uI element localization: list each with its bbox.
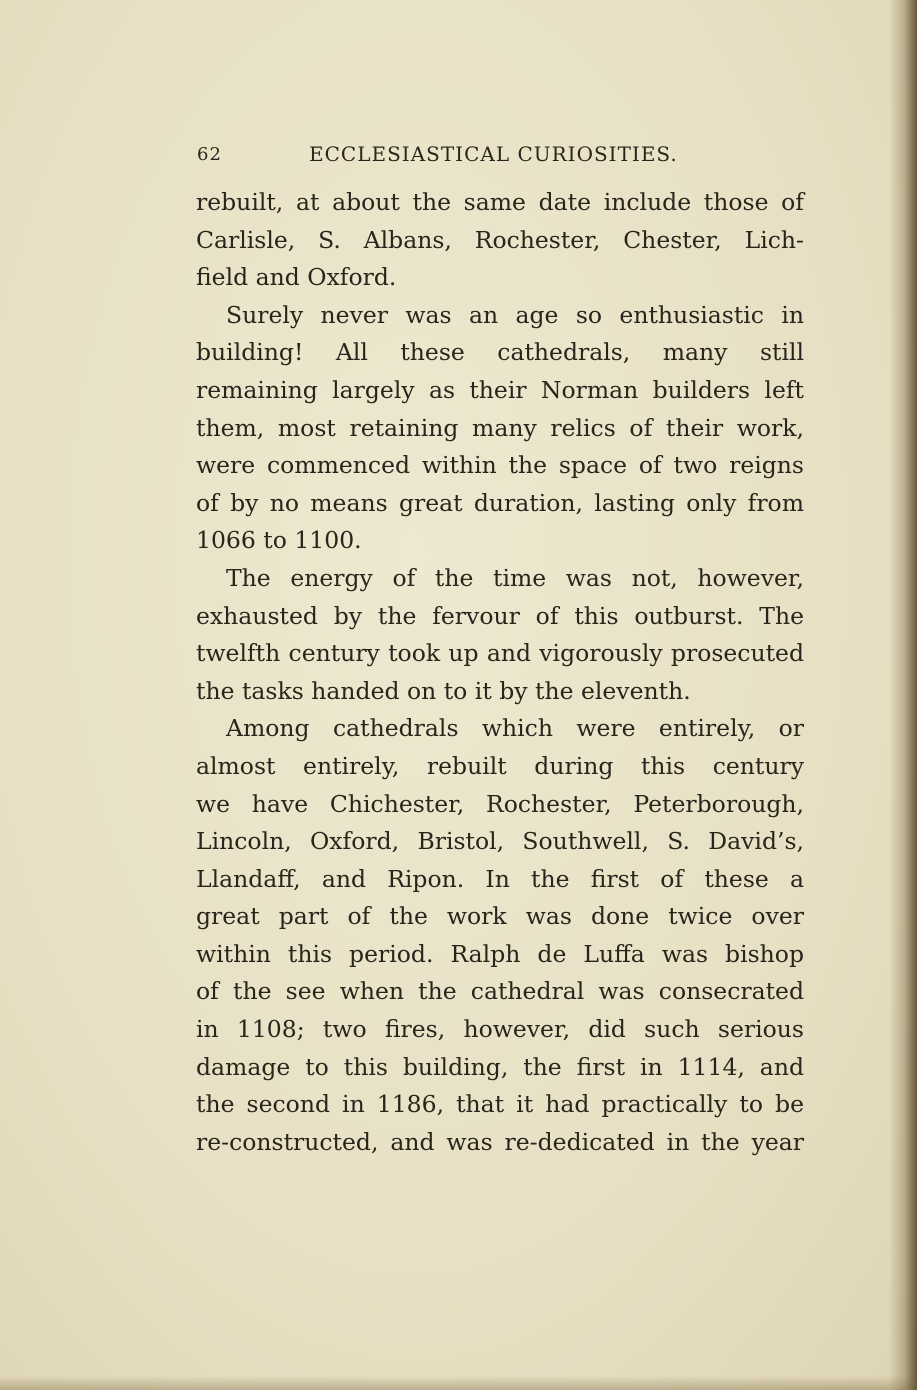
text-line: exhausted by the fervour of this outburst. The [196, 601, 804, 630]
page-header [197, 138, 697, 172]
text-line: Lincoln, Oxford, Bristol, Southwell, S. David’s, [196, 827, 804, 856]
text-line: Carlisle, S. Albans, Rochester, Chester, Lich- [196, 225, 804, 254]
text-line: building! All these cathedrals, many still [196, 338, 804, 367]
text-line: great part of the work was done twice over [196, 902, 804, 931]
page-spine-shadow [889, 0, 917, 1390]
text-line: The energy of the time was not, however, [226, 563, 804, 592]
text-line: twelfth century took up and vigorously prosecuted [196, 639, 804, 668]
text-line: 1066 to 1100. [196, 526, 362, 555]
text-line: Surely never was an age so enthusiastic in [226, 300, 804, 329]
text-line: within this period. Ralph de Luffa was bishop [196, 939, 804, 968]
text-line: rebuilt, at about the same date include those of [196, 188, 804, 216]
text-line: in 1108; two fires, however, did such serious [196, 1015, 804, 1044]
text-line: we have Chichester, Rochester, Peterborough, [196, 789, 804, 818]
page-number: 62 [197, 144, 222, 165]
text-line: damage to this building, the first in 1114, and [196, 1052, 804, 1081]
body-text [196, 184, 804, 1161]
text-line: field and Oxford. [196, 263, 397, 292]
text-line: almost entirely, rebuilt during this century [196, 751, 804, 780]
text-line: re-constructed, and was re-dedicated in the year [196, 1127, 804, 1156]
text-line: of by no means great duration, lasting only from [196, 488, 804, 517]
text-line: the tasks handed on to it by the eleventh. [196, 676, 691, 705]
text-line: them, most retaining many relics of their work, [196, 413, 804, 442]
text-line: Among cathedrals which were entirely, or [226, 714, 804, 743]
text-line: were commenced within the space of two reigns [196, 451, 804, 480]
text-line: remaining largely as their Norman builders left [196, 375, 804, 404]
running-title: ECCLESIASTICAL CURIOSITIES. [309, 142, 678, 166]
text-line: Llandaff, and Ripon. In the first of these a [196, 864, 804, 893]
text-line: of the see when the cathedral was consecrated [196, 977, 804, 1006]
text-line: the second in 1186, that it had practically to be [196, 1090, 804, 1119]
page-bottom-edge [0, 1376, 917, 1390]
